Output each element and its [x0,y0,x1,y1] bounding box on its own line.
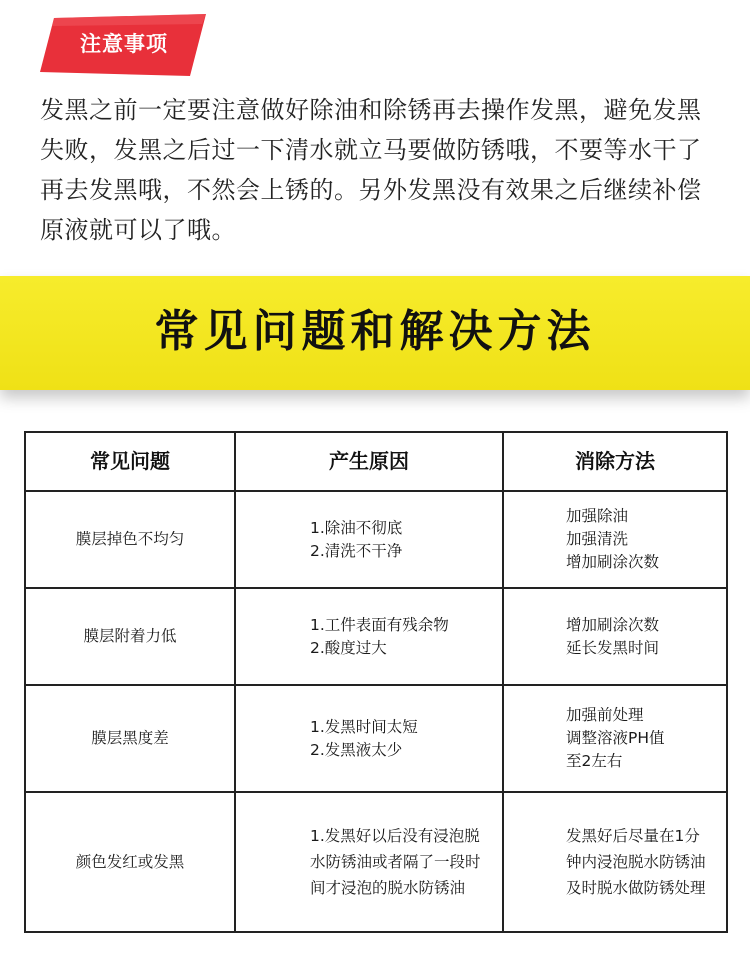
table-row [25,491,727,588]
cause-line: 2.发黑液太少 [310,740,403,759]
troubleshooting-table [24,431,728,933]
cause-cell [235,792,503,932]
cause-line: 1.除油不彻底 [310,518,403,537]
solution-cell [503,685,727,792]
notice-line: 失败，发黑之后过一下清水就立马要做防锈哦，不要等水干了 [40,136,702,164]
solution-line: 钟内浸泡脱水防锈油 [566,853,706,871]
notice-paragraph [40,90,730,250]
problem-cell: 膜层掉色不均匀 [25,491,235,588]
solution-cell [503,792,727,932]
problem-cell: 颜色发红或发黑 [25,792,235,932]
header-solution: 消除方法 [503,432,727,491]
section-banner [0,276,750,390]
solution-line: 加强除油 [566,507,629,525]
table-row [25,588,727,685]
cause-line: 1.发黑时间太短 [310,717,418,736]
solution-line: 及时脱水做防锈处理 [566,879,706,897]
table-row [25,685,727,792]
solution-line: 增加刷涂次数 [566,553,660,571]
cause-line: 2.酸度过大 [310,638,387,657]
header-cause: 产生原因 [235,432,503,491]
notice-line: 发黑之前一定要注意做好除油和除锈再去操作发黑，避免发黑 [40,96,702,124]
cause-cell [235,491,503,588]
cause-line: 2.清洗不干净 [310,541,403,560]
header-problem: 常见问题 [25,432,235,491]
cause-line: 间才浸泡的脱水防锈油 [310,879,466,897]
cause-line: 1.发黑好以后没有浸泡脱 [310,827,480,845]
notice-line: 原液就可以了哦。 [40,216,236,244]
cause-line: 1.工件表面有残余物 [310,615,449,634]
cause-cell [235,588,503,685]
solution-line: 延长发黑时间 [566,638,660,657]
notice-badge [40,14,206,76]
solution-line: 至2左右 [566,752,623,770]
problem-cell: 膜层黑度差 [25,685,235,792]
table-row [25,792,727,932]
solution-cell [503,588,727,685]
problem-cell: 膜层附着力低 [25,588,235,685]
solution-line: 调整溶液PH值 [566,729,665,747]
cause-cell [235,685,503,792]
solution-cell [503,491,727,588]
cause-line: 水防锈油或者隔了一段时 [310,853,481,871]
notice-line: 再去发黑哦，不然会上锈的。另外发黑没有效果之后继续补偿 [40,176,702,204]
solution-line: 增加刷涂次数 [566,615,660,634]
solution-line: 发黑好后尽量在1分 [566,827,700,845]
solution-line: 加强前处理 [566,706,644,724]
table-header-row [25,432,727,491]
solution-line: 加强清洗 [566,530,629,548]
badge-label: 注意事项 [80,32,168,56]
section-title: 常见问题和解决方法 [154,306,596,357]
